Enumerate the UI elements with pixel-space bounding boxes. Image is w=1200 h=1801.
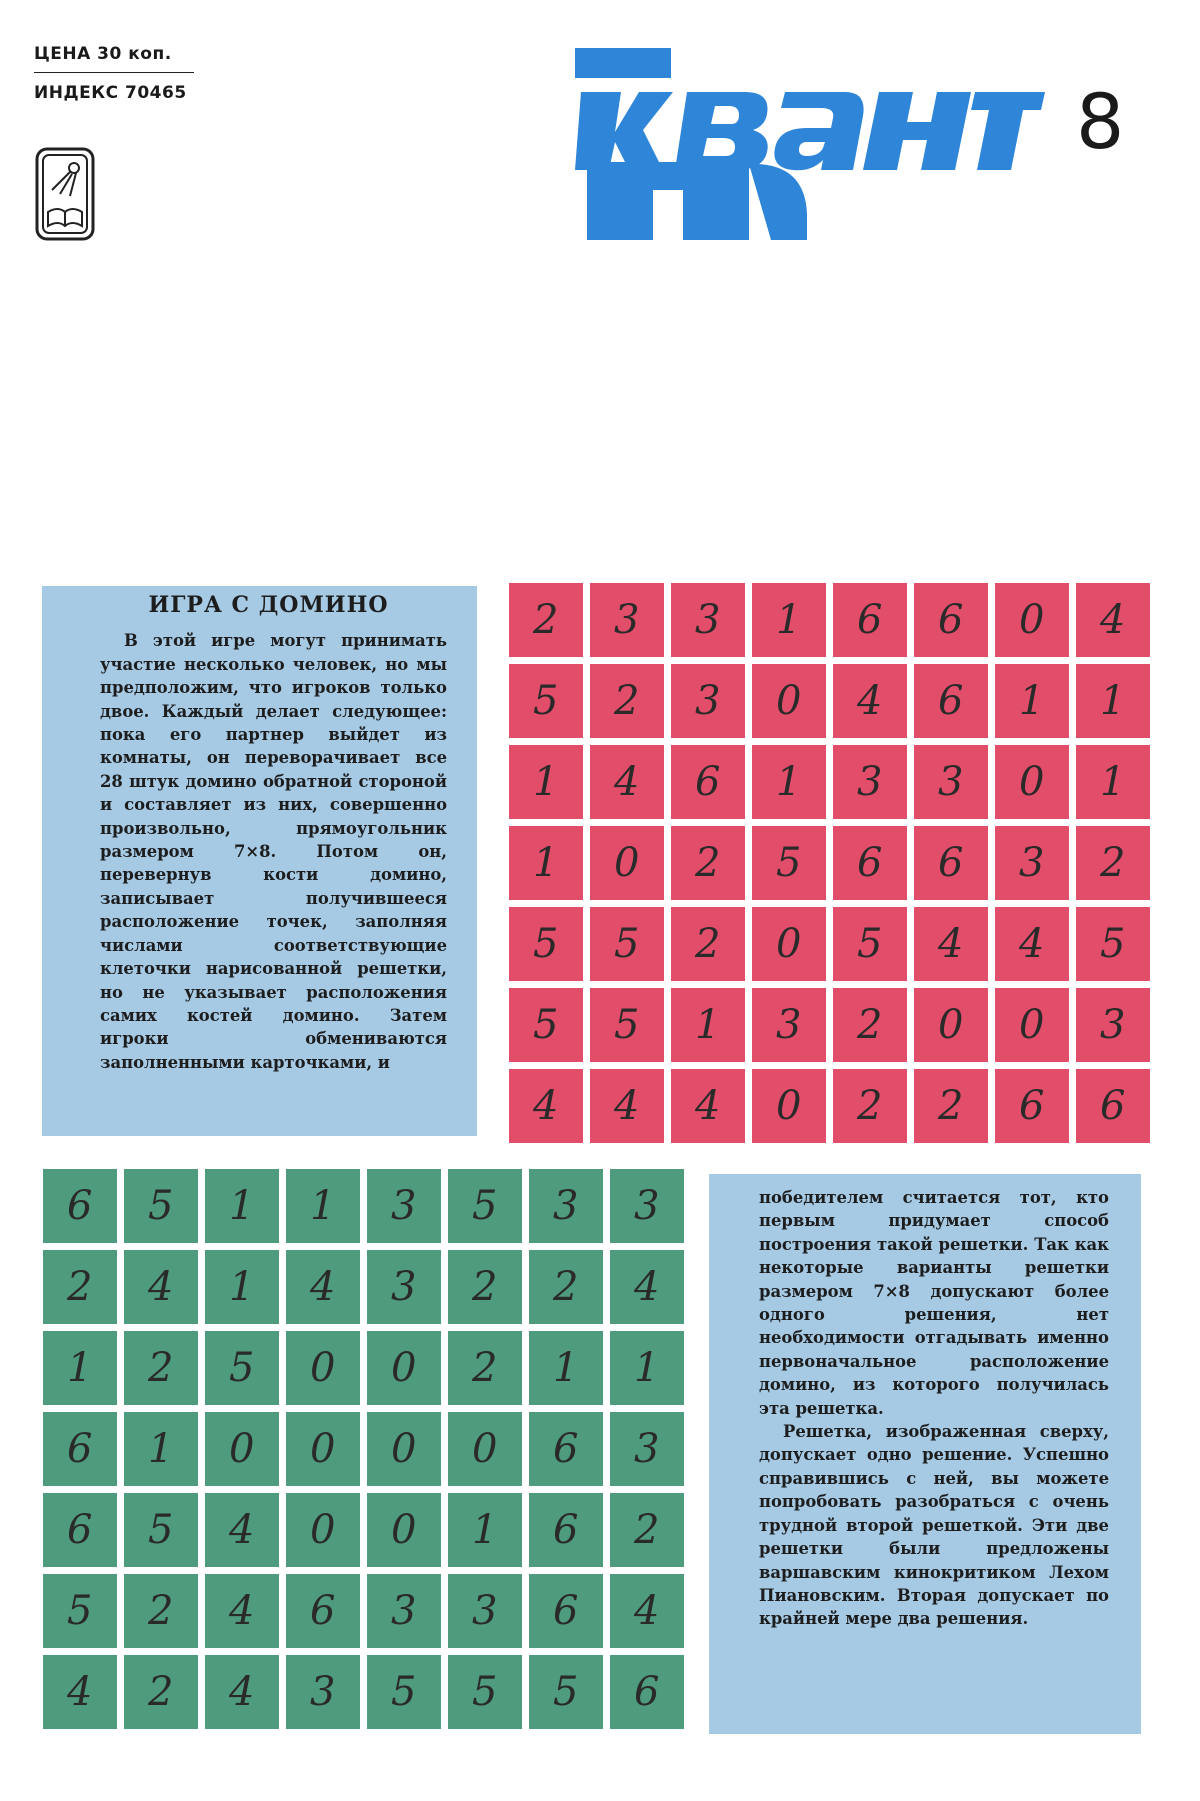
grid-cell: 0: [914, 988, 988, 1062]
grid-cell: 0: [367, 1331, 441, 1405]
article-title: ИГРА С ДОМИНО: [148, 592, 389, 618]
grid-cell: 6: [833, 583, 907, 657]
grid-cell: 0: [286, 1331, 360, 1405]
grid-cell: 4: [205, 1493, 279, 1567]
grid-cell: 5: [124, 1169, 198, 1243]
magazine-logo: [575, 44, 1045, 244]
grid-cell: 1: [610, 1331, 684, 1405]
grid-cell: 6: [1076, 1069, 1150, 1143]
grid-cell: 5: [1076, 907, 1150, 981]
grid-cell: 3: [529, 1169, 603, 1243]
grid-cell: 4: [509, 1069, 583, 1143]
grid-cell: 6: [43, 1493, 117, 1567]
grid-cell: 6: [529, 1574, 603, 1648]
grid-cell: 3: [833, 745, 907, 819]
grid-cell: 1: [124, 1412, 198, 1486]
grid-cell: 3: [671, 664, 745, 738]
grid-cell: 2: [833, 1069, 907, 1143]
grid-cell: 5: [448, 1169, 522, 1243]
grid-cell: 1: [752, 583, 826, 657]
grid-cell: 5: [509, 664, 583, 738]
grid-cell: 6: [914, 583, 988, 657]
grid-cell: 4: [590, 1069, 664, 1143]
publisher-emblem-icon: [34, 146, 96, 242]
grid-cell: 2: [43, 1250, 117, 1324]
grid-cell: 5: [43, 1574, 117, 1648]
price-label: ЦЕНА 30 коп.: [34, 44, 194, 73]
grid-cell: 5: [833, 907, 907, 981]
grid-cell: 2: [590, 664, 664, 738]
grid-cell: 2: [124, 1574, 198, 1648]
grid-cell: 0: [286, 1493, 360, 1567]
grid-cell: 6: [43, 1412, 117, 1486]
grid-cell: 3: [367, 1250, 441, 1324]
grid-cell: 3: [367, 1574, 441, 1648]
grid-cell: 1: [1076, 664, 1150, 738]
grid-cell: 4: [590, 745, 664, 819]
green-number-grid: [43, 1169, 684, 1729]
article-box-1: [42, 586, 477, 1136]
issue-number: 8: [1076, 77, 1125, 166]
grid-cell: 4: [914, 907, 988, 981]
grid-cell: 4: [833, 664, 907, 738]
grid-cell: 2: [509, 583, 583, 657]
grid-cell: 6: [286, 1574, 360, 1648]
grid-cell: 4: [286, 1250, 360, 1324]
grid-cell: 4: [43, 1655, 117, 1729]
grid-cell: 4: [610, 1574, 684, 1648]
grid-cell: 1: [1076, 745, 1150, 819]
grid-cell: 2: [448, 1250, 522, 1324]
grid-cell: 5: [509, 907, 583, 981]
grid-cell: 6: [671, 745, 745, 819]
grid-cell: 3: [590, 583, 664, 657]
grid-cell: 1: [671, 988, 745, 1062]
grid-cell: 6: [610, 1655, 684, 1729]
grid-cell: 2: [671, 826, 745, 900]
index-label: ИНДЕКС 70465: [34, 83, 187, 103]
grid-cell: 5: [205, 1331, 279, 1405]
grid-cell: 2: [833, 988, 907, 1062]
grid-cell: 6: [995, 1069, 1069, 1143]
grid-cell: 1: [286, 1169, 360, 1243]
grid-cell: 2: [671, 907, 745, 981]
grid-cell: 3: [610, 1412, 684, 1486]
grid-cell: 1: [529, 1331, 603, 1405]
grid-cell: 3: [914, 745, 988, 819]
grid-cell: 3: [752, 988, 826, 1062]
grid-cell: 5: [124, 1493, 198, 1567]
grid-cell: 1: [205, 1169, 279, 1243]
grid-cell: 0: [367, 1412, 441, 1486]
article-box-2: [709, 1174, 1141, 1734]
grid-cell: 1: [448, 1493, 522, 1567]
grid-cell: 5: [448, 1655, 522, 1729]
grid-cell: 1: [43, 1331, 117, 1405]
grid-cell: 6: [529, 1412, 603, 1486]
grid-cell: 2: [529, 1250, 603, 1324]
grid-cell: 5: [752, 826, 826, 900]
grid-cell: 6: [914, 826, 988, 900]
grid-cell: 0: [205, 1412, 279, 1486]
grid-cell: 0: [448, 1412, 522, 1486]
grid-cell: 0: [286, 1412, 360, 1486]
grid-cell: 0: [995, 583, 1069, 657]
grid-cell: 5: [590, 907, 664, 981]
grid-cell: 5: [529, 1655, 603, 1729]
grid-cell: 0: [752, 664, 826, 738]
grid-cell: 1: [509, 826, 583, 900]
grid-cell: 0: [995, 745, 1069, 819]
grid-cell: 4: [610, 1250, 684, 1324]
grid-cell: 3: [995, 826, 1069, 900]
grid-cell: 6: [914, 664, 988, 738]
grid-cell: 1: [752, 745, 826, 819]
grid-cell: 3: [610, 1169, 684, 1243]
grid-cell: 1: [509, 745, 583, 819]
grid-cell: 6: [43, 1169, 117, 1243]
grid-cell: 1: [205, 1250, 279, 1324]
grid-cell: 4: [124, 1250, 198, 1324]
grid-cell: 4: [205, 1655, 279, 1729]
article-text-part-2b: Решетка, изображенная сверху, допускает одно решение. Успешно справившись с ней, вы можете попробовать разобраться с очень трудной второй решеткой. Эти две решетки были предложены варшавским кинокритиком Лехом Пиановским. Вторая допускает по крайней мере два решения.: [759, 1422, 1109, 1629]
grid-cell: 2: [448, 1331, 522, 1405]
grid-cell: 4: [671, 1069, 745, 1143]
grid-cell: 2: [124, 1655, 198, 1729]
grid-cell: 4: [205, 1574, 279, 1648]
article-text-part-2a: победителем считается тот, кто первым придумает способ построения такой решетки. Так как некоторые варианты решетки размером 7×8 допускают более одного решения, нет необходимости отгадывать именно первоначальное расположение домино, из которого получилась эта решетка.: [759, 1188, 1109, 1418]
article-text-part-1: В этой игре могут принимать участие несколько человек, но мы предположим, что игроков только двое. Каждый делает следующее: пока его партнер выйдет из комнаты, он переворачивает все 28 штук домино обратной стороной и составляет из них, совершенно произвольно, прямоугольник размером 7×8. Потом он, перевернув кости домино, записывает получившееся расположение точек, заполняя числами соответствующие клеточки нарисованной решетки, но не указывает расположения самих костей домино. Затем игроки обмениваются заполненными карточками, и: [100, 631, 447, 1072]
grid-cell: 0: [752, 1069, 826, 1143]
grid-cell: 4: [995, 907, 1069, 981]
grid-cell: 4: [1076, 583, 1150, 657]
grid-cell: 2: [914, 1069, 988, 1143]
grid-cell: 3: [448, 1574, 522, 1648]
grid-cell: 5: [509, 988, 583, 1062]
grid-cell: 3: [671, 583, 745, 657]
grid-cell: 2: [1076, 826, 1150, 900]
grid-cell: 1: [995, 664, 1069, 738]
grid-cell: 6: [833, 826, 907, 900]
grid-cell: 0: [752, 907, 826, 981]
price-block: [34, 44, 194, 103]
grid-cell: 5: [590, 988, 664, 1062]
grid-cell: 5: [367, 1655, 441, 1729]
grid-cell: 0: [995, 988, 1069, 1062]
grid-cell: 3: [286, 1655, 360, 1729]
grid-cell: 2: [124, 1331, 198, 1405]
grid-cell: 3: [367, 1169, 441, 1243]
red-number-grid: [509, 583, 1150, 1143]
grid-cell: 0: [367, 1493, 441, 1567]
grid-cell: 6: [529, 1493, 603, 1567]
grid-cell: 2: [610, 1493, 684, 1567]
grid-cell: 0: [590, 826, 664, 900]
grid-cell: 3: [1076, 988, 1150, 1062]
